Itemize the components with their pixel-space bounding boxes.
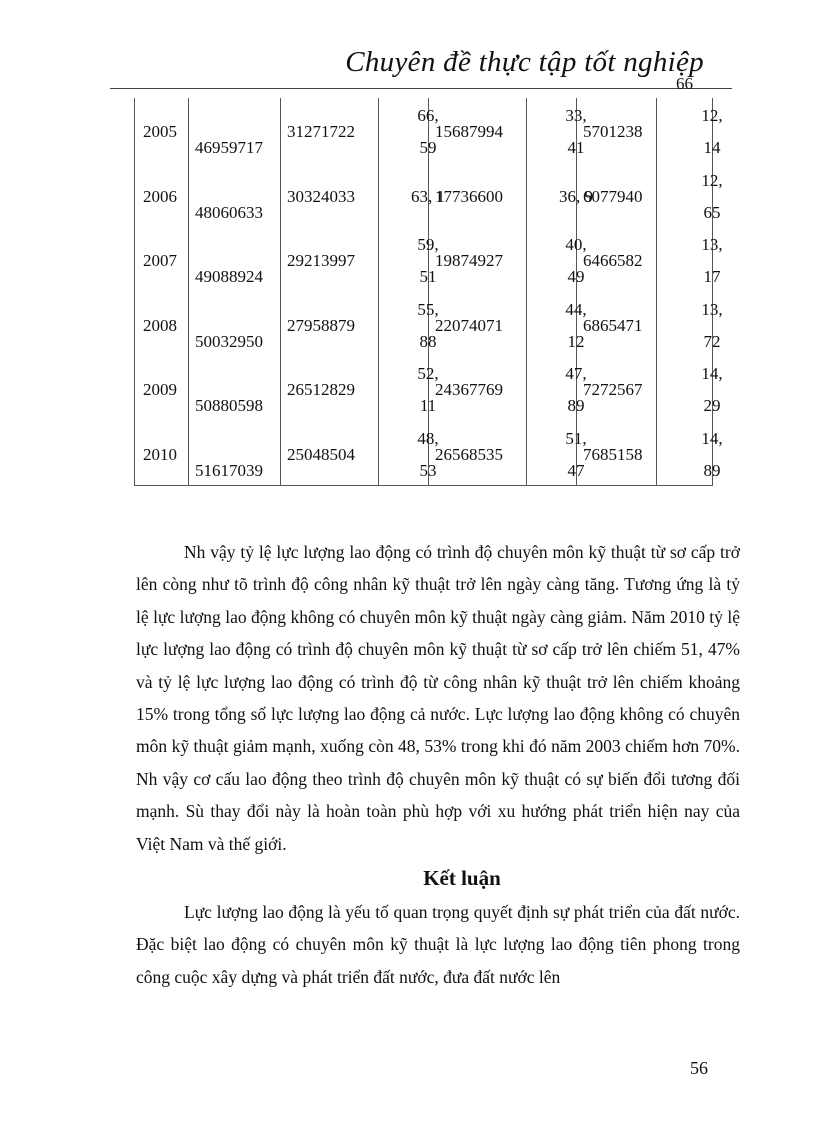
table-cell [379, 292, 439, 357]
table-cell [429, 98, 527, 163]
total-labor-cell: 49088924 [195, 267, 263, 286]
percent-value-part: 51, [565, 428, 587, 448]
percent-value: 63, 1 [411, 186, 445, 206]
table-row [135, 356, 713, 421]
percent-value-part: 47 [567, 460, 585, 480]
table-cell [281, 227, 379, 292]
table-cell [429, 421, 527, 486]
count-cell: 31271722 [287, 122, 355, 141]
table-cell [379, 356, 439, 421]
table-cell [135, 98, 189, 163]
table-cell [527, 98, 587, 163]
table-cell [527, 421, 587, 486]
table-cell [281, 292, 379, 357]
total-labor-cell: 50032950 [195, 331, 263, 351]
percent-value-part: 13, [701, 235, 723, 254]
table-cell [527, 292, 587, 357]
year-cell: 2008 [143, 315, 177, 335]
count-cell: 6077940 [583, 186, 643, 206]
percent-value-part: 29 [703, 396, 721, 415]
count-cell: 6466582 [583, 251, 643, 270]
percent-value-part: 72 [703, 331, 721, 351]
table-cell [657, 227, 723, 292]
table-cell [429, 227, 527, 292]
table-cell [577, 227, 657, 292]
table-cell [281, 421, 379, 486]
year-cell: 2009 [143, 380, 177, 399]
percent-value-part: 89 [703, 460, 721, 480]
percent-value-part: 89 [567, 396, 585, 415]
table-cell [657, 356, 723, 421]
table-cell [189, 227, 281, 292]
body-text [136, 536, 740, 993]
labor-statistics-table [134, 74, 723, 486]
table-cell [577, 421, 657, 486]
percent-value-part: 59 [419, 138, 437, 157]
table-cell [577, 356, 657, 421]
running-header-title: Chuyên đề thực tập tốt nghiệp [345, 46, 704, 78]
table-cell [281, 163, 379, 228]
percent-value-part: 51 [419, 267, 437, 286]
percent-value-part: 11 [419, 396, 437, 415]
total-labor-cell: 46959717 [195, 138, 263, 157]
table-cell [657, 292, 723, 357]
percent-value-part: 14, [701, 428, 723, 448]
table-cell [135, 227, 189, 292]
count-cell: 17736600 [435, 186, 503, 206]
table-row [135, 292, 713, 357]
count-cell: 19874927 [435, 251, 503, 270]
table-cell [379, 227, 439, 292]
percent-value-part: 49 [567, 267, 585, 286]
table-cell [577, 163, 657, 228]
percent-value-part: 14 [703, 138, 721, 157]
percent-value-part: 13, [701, 299, 723, 319]
table-cell [429, 163, 527, 228]
percent-value-part: 47, [565, 364, 587, 383]
table-row [135, 421, 713, 486]
percent-value-part: 33, [565, 106, 587, 125]
table-cell [527, 227, 587, 292]
table-cell [189, 98, 281, 163]
page-number: 56 [690, 1058, 708, 1078]
count-cell: 25048504 [287, 444, 355, 464]
total-labor-cell: 50880598 [195, 396, 263, 415]
paragraph-conclusion: Lực lượng lao động là yếu tố quan trọng quyết định sự phát triển của đất nước. Đặc biệt lao động có chuyên môn kỹ thuật là lực lượng lao động tiên phong trong công cuộc xây dựng và phát triển đất nước, đưa đất nước lên [136, 902, 740, 987]
count-cell: 6865471 [583, 315, 643, 335]
table-cell [189, 292, 281, 357]
table-cell [527, 163, 593, 228]
table-cell [657, 163, 723, 228]
percent-value-part: 88 [419, 331, 437, 351]
count-cell: 5701238 [583, 122, 643, 141]
table-cell [577, 292, 657, 357]
year-cell: 2005 [143, 122, 177, 141]
percent-value-part: 14, [701, 364, 723, 383]
count-cell: 7685158 [583, 444, 643, 464]
table-cell [429, 356, 527, 421]
table-cell [135, 163, 189, 228]
count-cell: 26568535 [435, 444, 503, 464]
year-cell: 2006 [143, 186, 177, 206]
percent-value-part: 12, [701, 170, 723, 190]
percent-value-part: 66, [417, 106, 439, 125]
table-cell [135, 292, 189, 357]
percent-value-part: 53 [419, 460, 437, 480]
table-cell [657, 421, 723, 486]
count-cell: 26512829 [287, 380, 355, 399]
table-cell [281, 98, 379, 163]
table-cell [379, 163, 445, 228]
total-labor-cell: 51617039 [195, 460, 263, 480]
table-cell [281, 356, 379, 421]
percent-value-part: 41 [567, 138, 585, 157]
count-cell: 7272567 [583, 380, 643, 399]
paragraph-summary: Nh vậy tỷ lệ lực lượng lao động có trình độ chuyên môn kỹ thuật từ sơ cấp trở lên còng như tõ trình độ công nhân kỹ thuật trở lên ngày càng tăng. Tương ứng là tỷ lệ lực lượng lao động không có chuyên môn kỹ thuật ngày càng giảm. Năm 2010 tỷ lệ lực lượng lao động có trình độ chuyên môn kỹ thuật từ sơ cấp trở lên chiếm 51, 47% và tỷ lệ lực lượng lao động có trình độ từ công nhân kỹ thuật trở lên chiếm khoảng 15% trong tổng số lực lượng lao động cả nước. Lực lượng lao động không có chuyên môn kỹ thuật giảm mạnh, xuống còn 48, 53% trong khi đó năm 2003 chiếm hơn 70%. Nh vậy cơ cấu lao động theo trình độ chuyên môn kỹ thuật có sự biến đổi tương đối mạnh. Sù thay đổi này là hoàn toàn phù hợp với xu hướng phát triển hiện nay của Việt Nam và thế giới. [136, 542, 740, 854]
table-cell [429, 292, 527, 357]
continued-value-fragment: 66 [676, 74, 693, 93]
count-cell: 27958879 [287, 315, 355, 335]
table-cell [189, 163, 281, 228]
year-cell: 2007 [143, 251, 177, 270]
table-cell [135, 356, 189, 421]
count-cell: 15687994 [435, 122, 503, 141]
count-cell: 22074071 [435, 315, 503, 335]
percent-value-part: 44, [565, 299, 587, 319]
table-cell [135, 421, 189, 486]
header-divider [110, 88, 732, 89]
table-row [135, 163, 713, 228]
count-cell: 24367769 [435, 380, 503, 399]
table-cell [379, 421, 439, 486]
count-cell: 29213997 [287, 251, 355, 270]
table-row [135, 227, 713, 292]
table-row [135, 98, 713, 163]
percent-value-part: 17 [703, 267, 721, 286]
table-cell [577, 98, 657, 163]
percent-value-part: 55, [417, 299, 439, 319]
table-cell [379, 98, 439, 163]
total-labor-cell: 48060633 [195, 202, 263, 222]
table-cell [527, 356, 587, 421]
year-cell: 2010 [143, 444, 177, 464]
count-cell: 30324033 [287, 186, 355, 206]
percent-value-part: 48, [417, 428, 439, 448]
percent-value-part: 65 [703, 202, 721, 222]
percent-value-part: 12 [567, 331, 585, 351]
section-heading-conclusion: Kết luận [423, 866, 501, 891]
table-cell [189, 356, 281, 421]
percent-value: 36, 9 [559, 186, 593, 206]
table-cell [657, 74, 723, 163]
percent-value-part: 12, [701, 106, 723, 125]
percent-value-part: 59, [417, 235, 439, 254]
percent-value-part: 52, [417, 364, 439, 383]
table-cell [189, 421, 281, 486]
percent-value-part: 40, [565, 235, 587, 254]
